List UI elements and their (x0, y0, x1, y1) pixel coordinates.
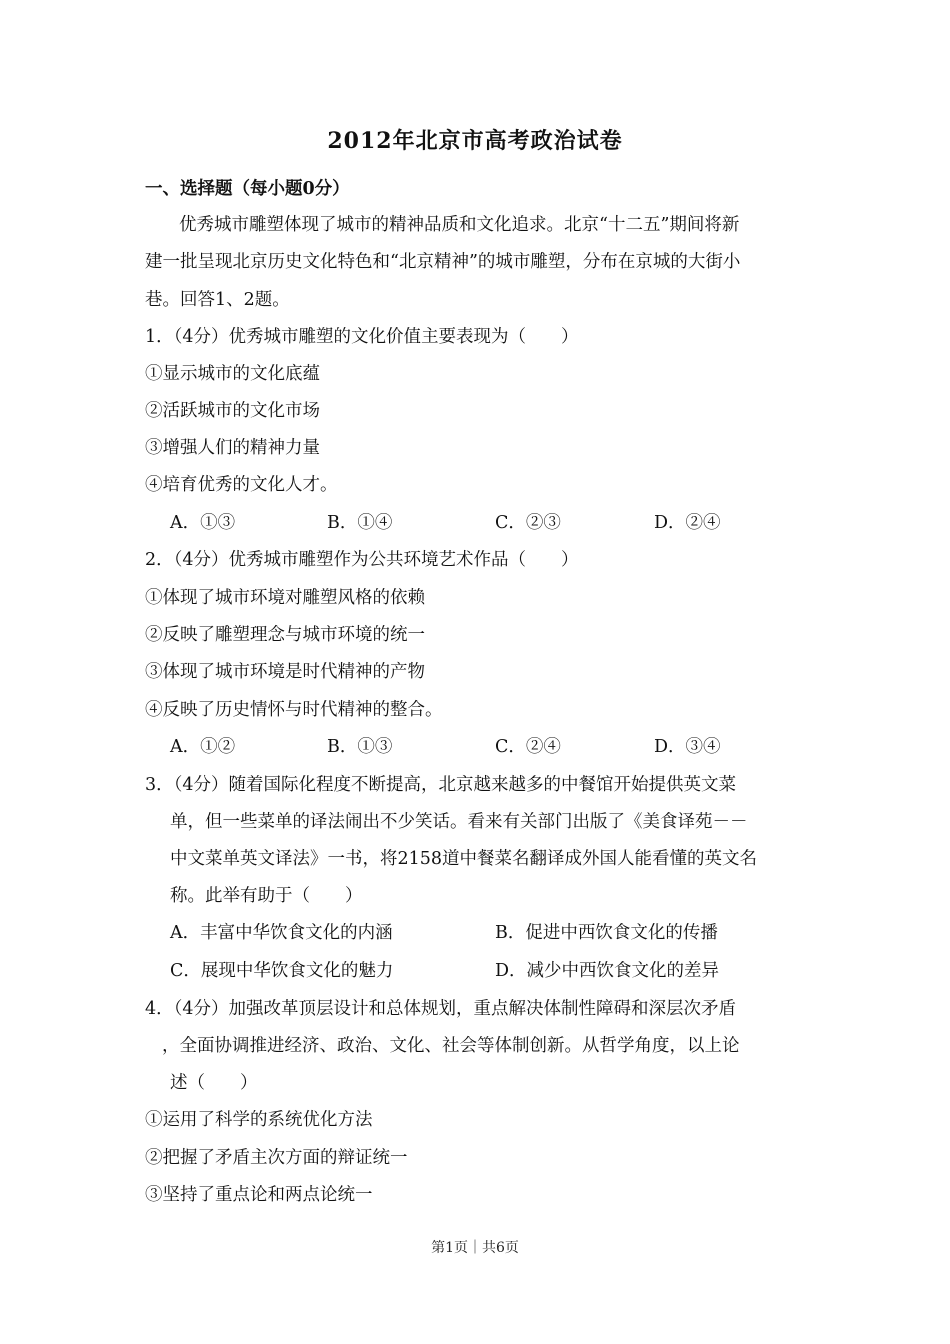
question-3-option-d[interactable]: D．减少中西饮食文化的差异 (495, 961, 720, 981)
intro-line: 巷。回答1、2题。 (145, 290, 290, 310)
question-4-item: ②把握了矛盾主次方面的辩证统一 (145, 1148, 408, 1168)
question-2-option-b[interactable]: B．①③ (327, 737, 393, 757)
question-1-option-d[interactable]: D．②④ (654, 513, 721, 533)
page-footer: 第1页｜共6页 (431, 1240, 519, 1256)
question-3-stem: 3．（4分）随着国际化程度不断提高，北京越来越多的中餐馆开始提供英文菜 (145, 775, 737, 795)
question-1-option-c[interactable]: C．②③ (495, 513, 561, 533)
question-2-item: ③体现了城市环境是时代精神的产物 (145, 662, 425, 682)
page-title: 2012年北京市高考政治试卷 (327, 128, 623, 154)
question-1-item: ①显示城市的文化底蕴 (145, 364, 320, 384)
question-4-stem: 4．（4分）加强改革顶层设计和总体规划，重点解决体制性障碍和深层次矛盾 (145, 999, 737, 1019)
question-4-item: ③坚持了重点论和两点论统一 (145, 1185, 373, 1205)
question-3-stem: 称。此举有助于（ ） (170, 886, 363, 906)
question-3-option-a[interactable]: A．丰富中华饮食文化的内涵 (170, 923, 393, 943)
question-4-stem: 述（ ） (170, 1073, 258, 1093)
question-3-option-c[interactable]: C．展现中华饮食文化的魅力 (170, 961, 394, 981)
question-2-item: ④反映了历史情怀与时代精神的整合。 (145, 700, 443, 720)
question-2-option-c[interactable]: C．②④ (495, 737, 561, 757)
question-3-option-b[interactable]: B．促进中西饮食文化的传播 (495, 923, 718, 943)
question-1-item: ③增强人们的精神力量 (145, 438, 320, 458)
question-3-stem: 单，但一些菜单的译法闹出不少笑话。看来有关部门出版了《美食译苑－－ (170, 812, 748, 832)
question-4-item: ①运用了科学的系统优化方法 (145, 1110, 373, 1130)
intro-line: 建一批呈现北京历史文化特色和“北京精神”的城市雕塑，分布在京城的大街小 (145, 252, 741, 272)
question-1-item: ②活跃城市的文化市场 (145, 401, 320, 421)
question-2-option-a[interactable]: A．①② (170, 737, 236, 757)
question-3-stem: 中文菜单英文译法》一书，将2158道中餐菜名翻译成外国人能看懂的英文名 (170, 849, 758, 869)
question-2-option-d[interactable]: D．③④ (654, 737, 721, 757)
question-1-option-a[interactable]: A．①③ (170, 513, 236, 533)
question-2-item: ①体现了城市环境对雕塑风格的依赖 (145, 588, 425, 608)
question-1-item: ④培育优秀的文化人才。 (145, 475, 338, 495)
question-1-stem: 1．（4分）优秀城市雕塑的文化价值主要表现为（ ） (145, 327, 579, 347)
question-2-stem: 2．（4分）优秀城市雕塑作为公共环境艺术作品（ ） (145, 550, 579, 570)
question-2-item: ②反映了雕塑理念与城市环境的统一 (145, 625, 425, 645)
intro-line: 优秀城市雕塑体现了城市的精神品质和文化追求。北京“十二五”期间将新 (179, 215, 740, 235)
question-1-option-b[interactable]: B．①④ (327, 513, 393, 533)
section-heading: 一、选择题（每小题0分） (145, 179, 350, 199)
question-4-stem: ，全面协调推进经济、政治、文化、社会等体制创新。从哲学角度，以上论 (162, 1036, 740, 1056)
